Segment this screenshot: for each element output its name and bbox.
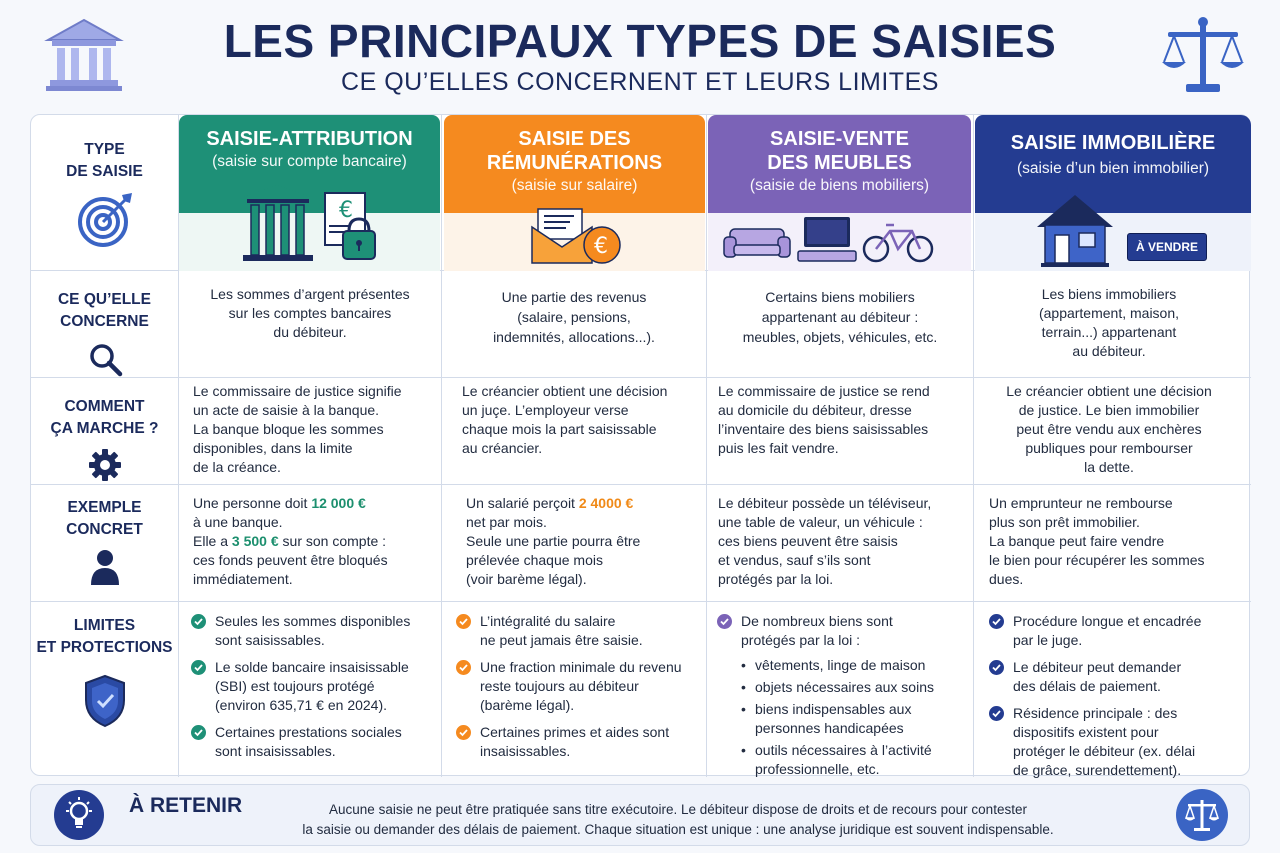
concerne-vente-meubles: Certains biens mobiliers appartenant au débiteur : meubles, objets, véhicules, etc. (742, 289, 938, 345)
column-header-remunerations: SAISIE DES RÉMUNÉRATIONS (saisie sur salaire) (444, 115, 705, 213)
list-item: L’intégralité du salaire ne peut jamais être saisie. (456, 612, 702, 650)
exemple-attribution: Une personne doit 12 000 € à une banque. Elle a 3 500 € sur son compte : ces fonds peuvent être bloqués immédiatement. (193, 495, 388, 587)
row-label-marche: COMMENT ÇA MARCHE ? (31, 396, 178, 482)
check-icon (191, 725, 206, 740)
exemple-vente-meubles: Le débiteur possède un téléviseur, une table de valeur, un véhicule : ces biens peuvent être saisis et vendus, sauf s’ils sont protégés par la loi. (718, 495, 932, 587)
check-icon (456, 660, 471, 675)
protected-goods-list (741, 656, 967, 779)
list-item: • vêtements, linge de maison (741, 656, 967, 675)
col-divider (441, 115, 442, 777)
furniture-icon (708, 213, 971, 271)
marche-remunerations: Le créancier obtient une décision un juçe. L’employeur verse chaque mois la part saisissable au créancier. (462, 383, 668, 456)
limites-remunerations (456, 612, 702, 769)
column-header-vente-meubles: SAISIE-VENTE DES MEUBLES (saisie de biens mobiliers) (708, 115, 971, 213)
remember-box (30, 784, 1250, 846)
scales-icon (1160, 14, 1246, 102)
house-icon (1031, 213, 1121, 271)
shield-icon (82, 673, 128, 729)
list-item: Le solde bancaire insaisissable (SBI) est toujours protégé (environ 635,71 € en 2024). (191, 658, 436, 715)
column-picture-remunerations (444, 213, 705, 271)
column-header-attribution: SAISIE-ATTRIBUTION (saisie sur compte bancaire) (179, 115, 440, 213)
check-icon (191, 614, 206, 629)
limites-attribution (191, 612, 436, 769)
column-picture-immobiliere (975, 213, 1251, 271)
check-icon (191, 660, 206, 675)
list-item: De nombreux biens sont protégés par la loi : • vêtements, linge de maison • objets nécessaires aux soins • biens indispensables aux personnes handicapées • outils nécessaires à l’activité professionnelle, etc. (717, 612, 967, 779)
marche-immobiliere: Le créancier obtient une décision de justice. Le bien immobilier peut être vendu aux enchères publiques pour rembourser la dette. (1006, 383, 1212, 475)
concerne-immobiliere: Les biens immobiliers (appartement, maison, terrain...) appartenant au débiteur. (1038, 286, 1180, 359)
list-item: Le débiteur peut demander des délais de paiement. (989, 658, 1247, 696)
list-item: Procédure longue et encadrée par le juge. (989, 612, 1247, 650)
comparison-table (30, 114, 1250, 776)
list-item: • biens indispensables aux personnes handicapées (741, 700, 967, 738)
list-item: Seules les sommes disponibles sont saisissables. (191, 612, 436, 650)
svg-text:€: € (594, 234, 608, 259)
check-icon (989, 614, 1004, 629)
list-item: Une fraction minimale du revenu reste toujours au débiteur (barème légal). (456, 658, 702, 715)
list-item: • outils nécessaires à l’activité professionnelle, etc. (741, 741, 967, 779)
remember-text: Aucune saisie ne peut être pratiquée sans titre exécutoire. Le débiteur dispose de droits et de recours pour contester la saisie ou demander des délais de paiement. Chaque situation est unique : une analyse juridique est souvent indispensable. (302, 802, 1054, 837)
row-divider (31, 377, 1251, 378)
remember-title: À RETENIR (129, 794, 243, 817)
list-item: Certaines prestations sociales sont insaisissables. (191, 723, 436, 761)
lightbulb-icon (53, 789, 105, 841)
exemple-remunerations: Un salarié perçoit 2 4000 € net par mois. Seule une partie pourra être prélevée chaque mois (voir barème légal). (466, 495, 641, 587)
row-label-concerne: CE QU’ELLE CONCERNE (31, 289, 178, 377)
list-item: Résidence principale : des dispositifs existent pour protéger le débiteur (ex. délai de grâce, surendettement). (989, 704, 1247, 780)
list-item: Certaines primes et aides sont insaisissables. (456, 723, 702, 761)
row-divider (31, 484, 1251, 485)
check-icon (989, 660, 1004, 675)
person-icon (89, 549, 121, 585)
check-icon (989, 706, 1004, 721)
bank-lock-icon (179, 198, 440, 271)
magnifier-icon (87, 341, 123, 377)
marche-attribution: Le commissaire de justice signifie un acte de saisie à la banque. La banque bloque les sommes disponibles, dans la limite de la créance. (193, 383, 402, 475)
envelope-euro-icon (444, 213, 705, 271)
column-picture-vente-meubles (708, 213, 971, 271)
col-divider (973, 115, 974, 777)
page-subtitle: CE QU’ELLES CONCERNENT ET LEURS LIMITES (341, 68, 939, 96)
gear-icon (88, 448, 122, 482)
target-icon (76, 191, 134, 249)
check-icon (456, 614, 471, 629)
col-divider (706, 115, 707, 777)
row-label-type: TYPE DE SAISIE (31, 139, 178, 249)
row-divider (31, 601, 1251, 602)
svg-text:€: € (339, 198, 353, 223)
limites-vente-meubles (717, 612, 967, 782)
check-icon (717, 614, 732, 634)
row-label-exemple: EXEMPLE CONCRET (31, 497, 178, 585)
row-label-limites: LIMITES ET PROTECTIONS (31, 615, 178, 729)
page-title: LES PRINCIPAUX TYPES DE SAISIES (223, 15, 1057, 67)
marche-vente-meubles: Le commissaire de justice se rend au domicile du débiteur, dresse l’inventaire des biens saisissables puis les fait vendre. (718, 383, 930, 456)
concerne-remunerations: Une partie des revenus (salaire, pensions, indemnités, allocations...). (493, 289, 655, 345)
for-sale-badge: À VENDRE (1127, 233, 1207, 261)
header (0, 0, 1280, 110)
column-picture-attribution (179, 198, 440, 271)
scales-badge-icon (1175, 788, 1229, 842)
exemple-immobiliere: Un emprunteur ne rembourse plus son prêt immobilier. La banque peut faire vendre le bien pour récupérer les sommes dues. (989, 495, 1205, 587)
list-item: • objets nécessaires aux soins (741, 678, 967, 697)
column-header-immobiliere: SAISIE IMMOBILIÈRE (saisie d’un bien immobilier) (975, 115, 1251, 213)
check-icon (456, 725, 471, 740)
limites-immobiliere (989, 612, 1247, 788)
concerne-attribution: Les sommes d’argent présentes sur les comptes bancaires du débiteur. (210, 286, 410, 340)
